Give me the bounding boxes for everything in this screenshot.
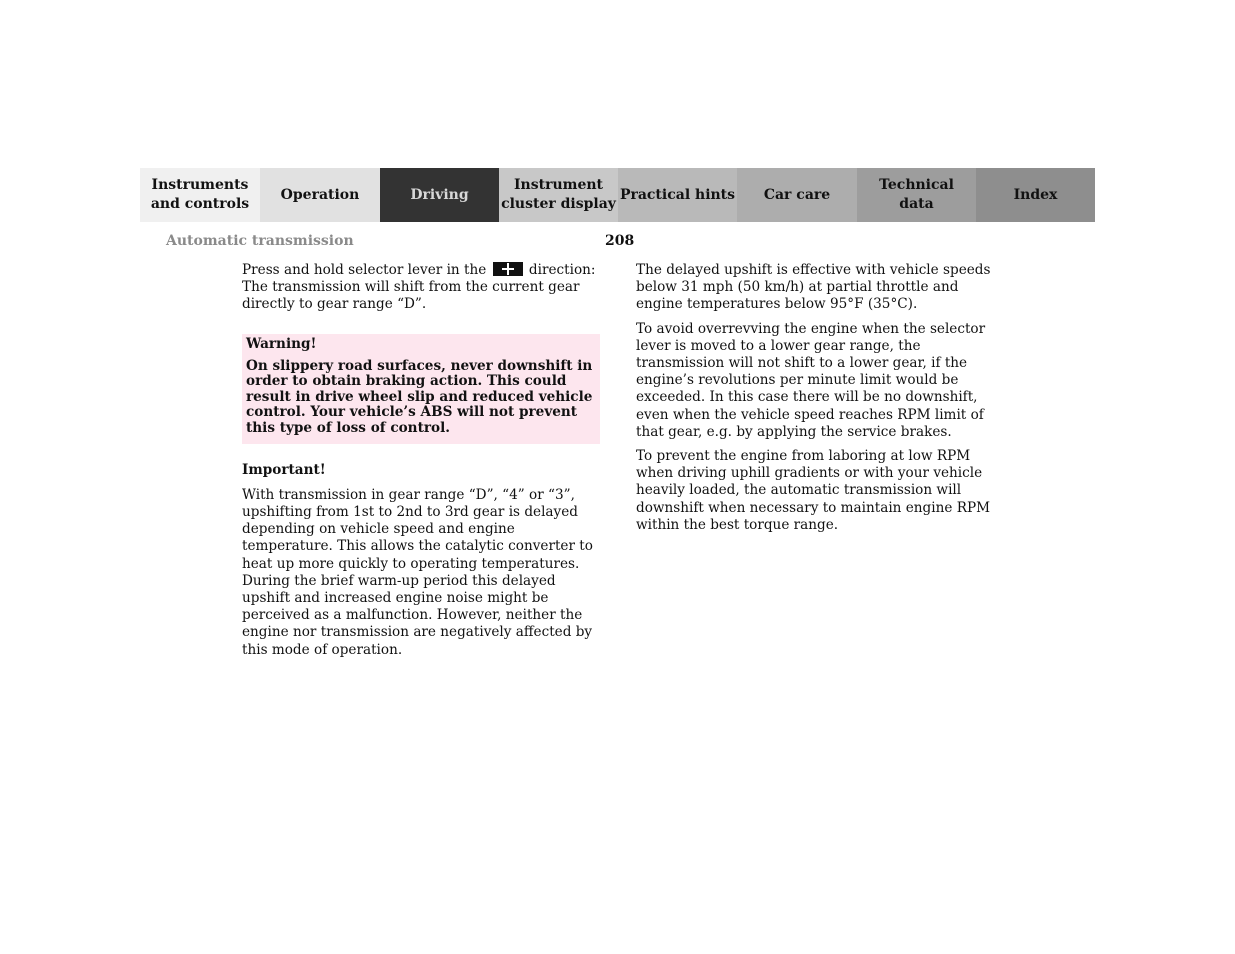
left-column [242, 262, 602, 666]
tab-instruments-and-controls[interactable]: Instruments and controls [140, 168, 260, 222]
intro-text-before-key: Press and hold selector lever in the [242, 262, 487, 278]
important-paragraph-1: With transmission in gear range “D”, “4” or “3”, upshifting from 1st to 2nd to 3rd gear is delayed depending on vehicle speed and engine temperature. This allows the catalytic converter to heat up more quickly to operating temperatures. [242, 486, 593, 572]
right-paragraph-1: The delayed upshift is effective with vehicle speeds below 31 mph (50 km/h) at partial throttle and engine temperatures below 95°F (35°C). [636, 262, 991, 313]
warning-body: On slippery road surfaces, never downshift in order to obtain braking action. This could result in drive wheel slip and reduced vehicle control. Your vehicle’s ABS will not prevent this type of loss of control. [246, 357, 593, 436]
plus-key-icon [493, 262, 523, 276]
tab-practical-hints[interactable]: Practical hints [618, 168, 737, 222]
tab-driving[interactable]: Driving [380, 168, 499, 222]
right-paragraph-2: To avoid overrevving the engine when the selector lever is moved to a lower gear range, the transmission will not shift to a lower gear, if the engine’s revolutions per minute limit would be exceeded. In this case there will be no downshift, even when the vehicle speed reaches RPM limit of that gear, e.g. by applying the service brakes. [636, 320, 986, 440]
intro-paragraph [242, 262, 602, 314]
warning-box [242, 334, 600, 444]
tab-instrument-cluster-display[interactable]: Instrument cluster display [499, 168, 618, 222]
right-column [636, 262, 996, 541]
important-title: Important! [242, 461, 326, 478]
tab-car-care[interactable]: Car care [737, 168, 857, 222]
warning-title: Warning! [246, 335, 317, 352]
tab-index[interactable]: Index [976, 168, 1095, 222]
section-title: Automatic transmission [166, 233, 354, 249]
tab-operation[interactable]: Operation [260, 168, 380, 222]
right-paragraph-3: To prevent the engine from laboring at low RPM when driving uphill gradients or with your vehicle heavily loaded, the automatic transmission will downshift when necessary to maintain engine RPM within the best torque range. [636, 448, 991, 533]
intro-text-after-key: direction: The transmission will shift from the current gear directly to gear range “D”. [242, 262, 596, 313]
chapter-nav [140, 168, 1095, 222]
page-number: 208 [605, 233, 635, 249]
important-paragraph-2: During the brief warm-up period this delayed upshift and increased engine noise might be perceived as a malfunction. However, neither the engine nor transmission are negatively affected by this mode of operation. [242, 572, 593, 658]
tab-technical-data[interactable]: Technical data [857, 168, 976, 222]
